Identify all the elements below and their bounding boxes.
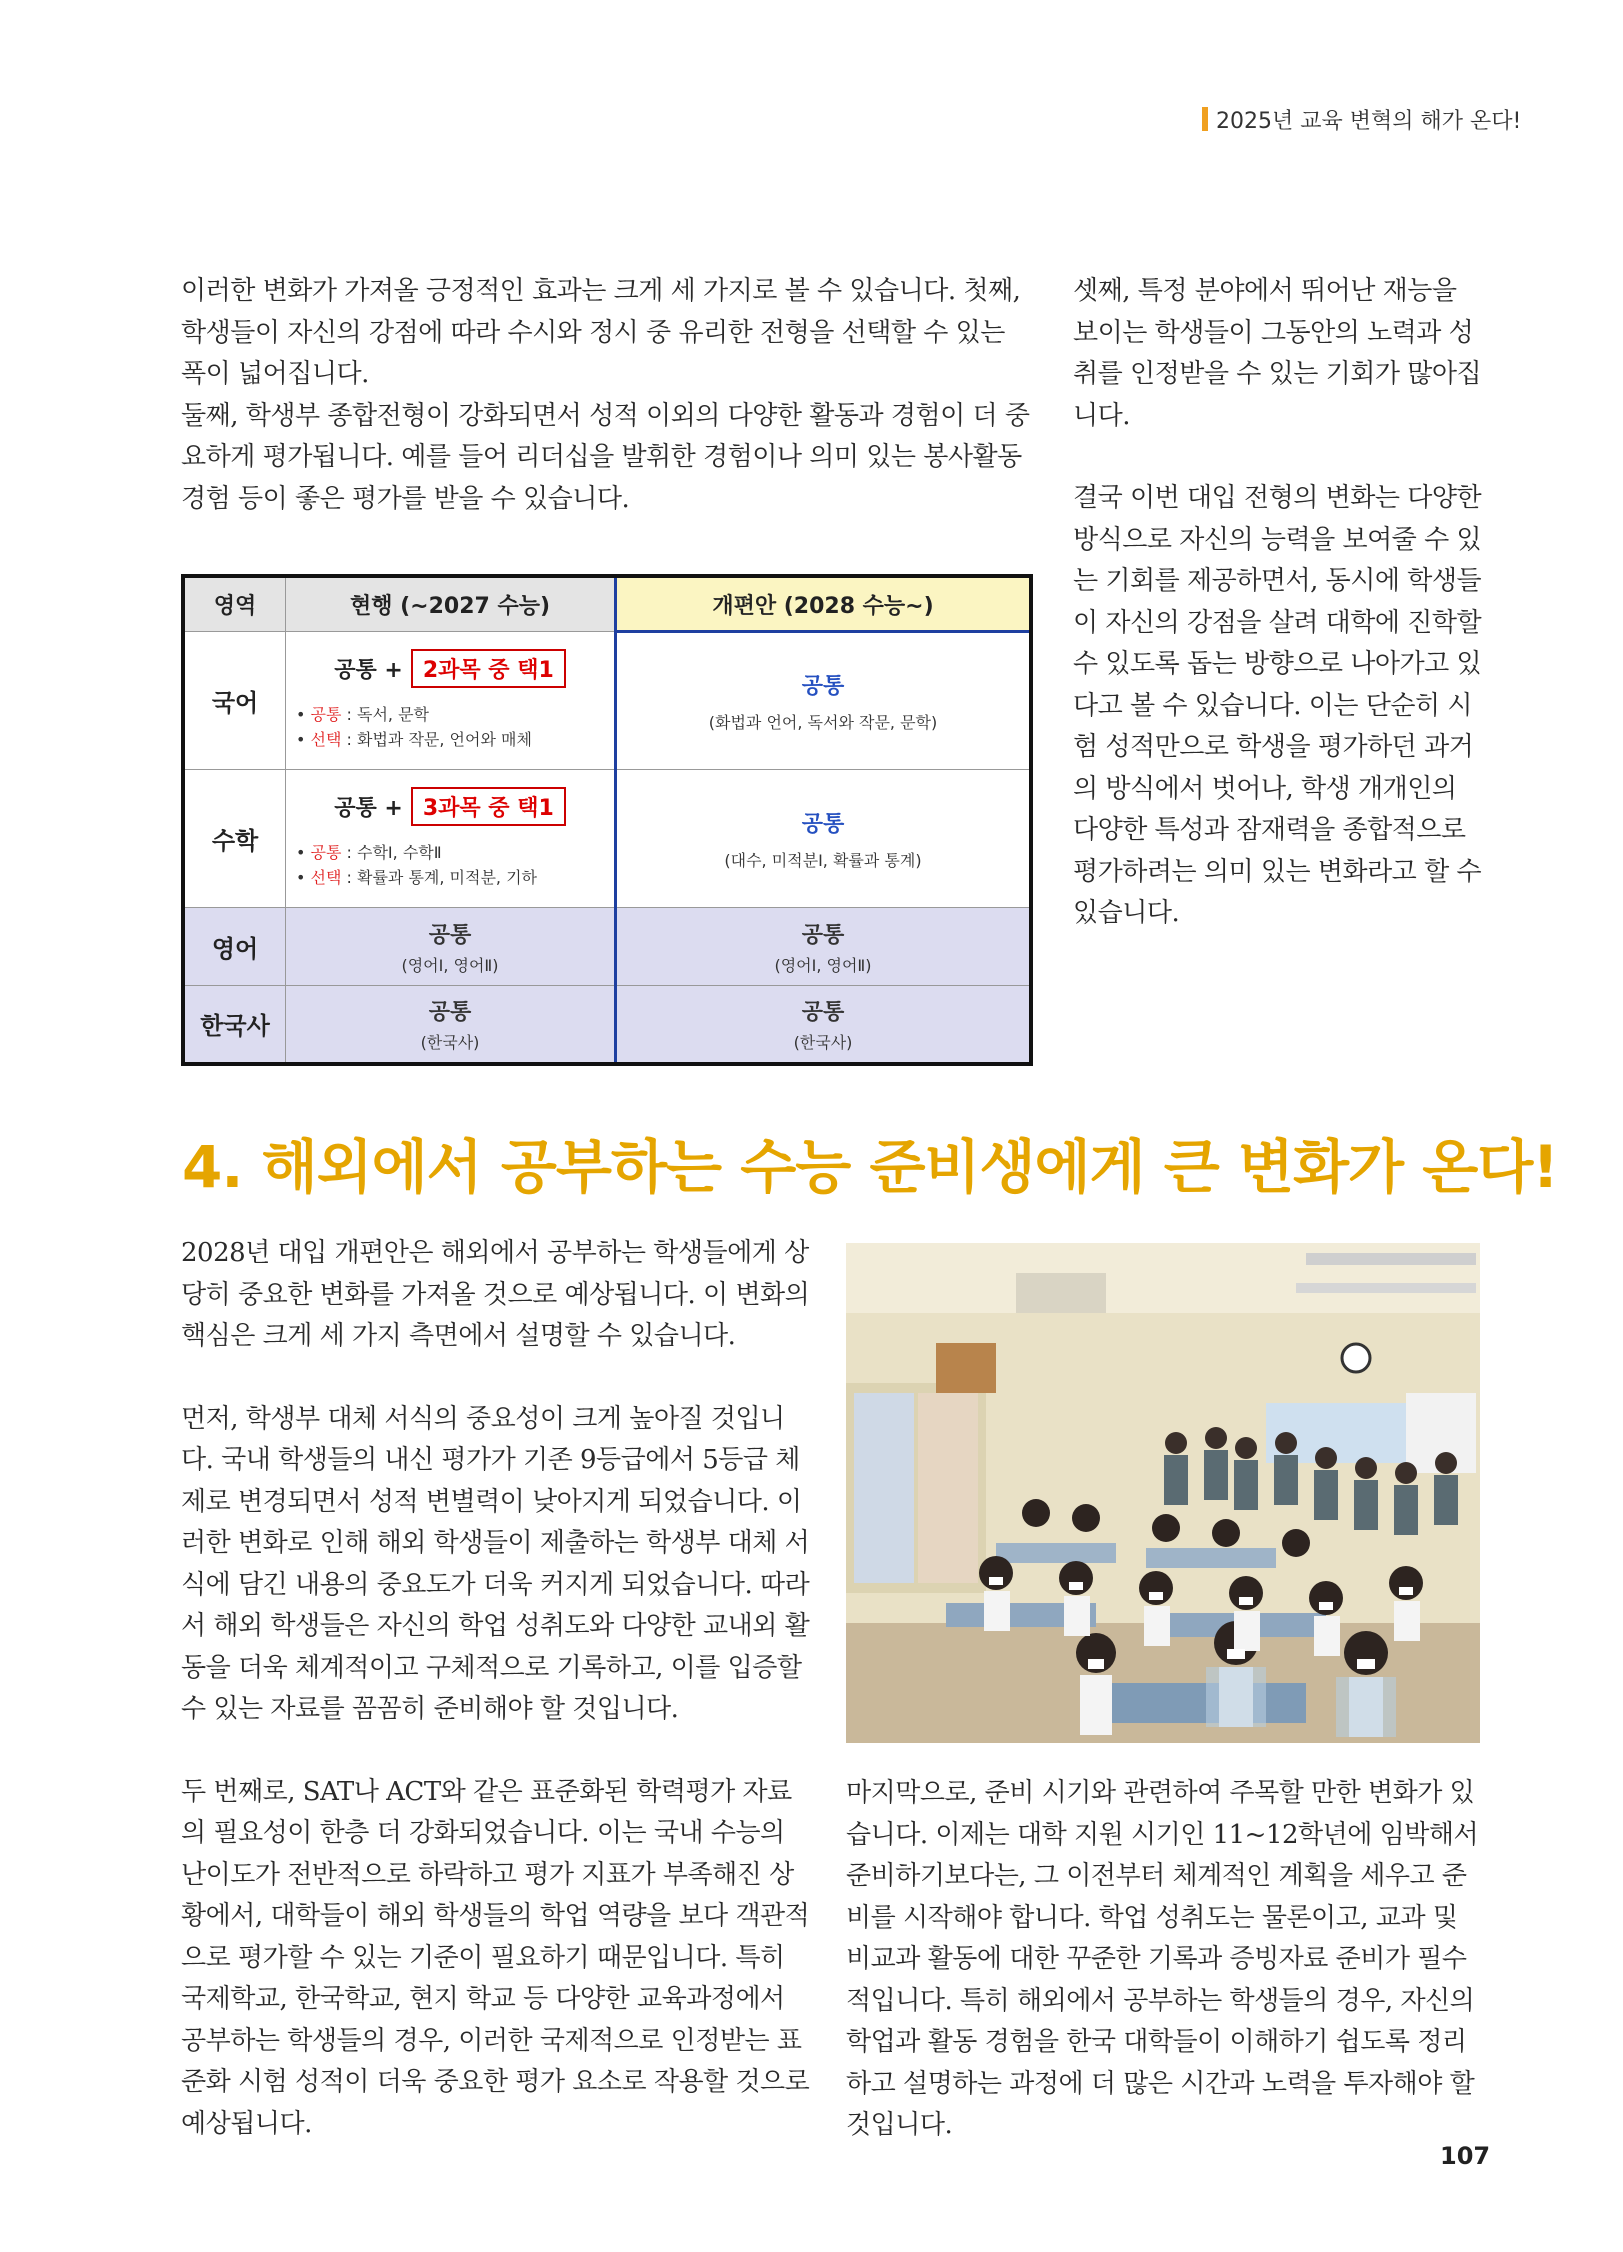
header-accent-bar [1202, 107, 1208, 131]
new-subtitle: (영어Ⅰ, 영어Ⅱ) [774, 955, 872, 975]
section4-left-text [181, 1233, 812, 2145]
paragraph: 2028년 대입 개편안은 해외에서 공부하는 학생들에게 상당히 중요한 변화를 가져올 것으로 예상됩니다. 이 변화의 핵심은 크게 세 가지 측면에서 설명할 수 있습니다. [181, 1238, 810, 1351]
current-title: 공통 [428, 999, 472, 1025]
new-subtitle: (대수, 미적분Ⅰ, 확률과 통계) [724, 850, 922, 870]
current-title: 공통 [428, 922, 472, 948]
bullet-item: • 선택 : 확률과 통계, 미적분, 기하 [296, 868, 538, 887]
classroom-photo [846, 1243, 1480, 1743]
subject-bullets [296, 702, 614, 752]
paragraph: 결국 이번 대입 전형의 변화는 다양한 방식으로 자신의 능력을 보여줄 수 있는 기회를 제공하면서, 동시에 학생들이 자신의 강점을 살려 대학에 진학할 수 있도록 돕는 방향으로 나아가고 있다고 볼 수 있습니다. 이는 단순히 시험 성적만으로 학생을 평가하던 과거의 방식에서 벗어나, 학생 개개인의 다양한 특성과 잠재력을 종합적으로 평가하려는 의미 있는 변화라고 할 수 있습니다. [1073, 483, 1482, 928]
common-label: 공통 + [334, 796, 403, 821]
top-left-text [181, 271, 1033, 520]
area-cell: 한국사 [183, 986, 286, 1064]
current-cell [286, 632, 616, 770]
header-current: 현행 (~2027 수능) [286, 576, 616, 632]
current-subtitle: (한국사) [420, 1032, 480, 1052]
choice-box: 3과목 중 택1 [411, 787, 566, 826]
running-title: 2025년 교육 변혁의 해가 온다! [1216, 109, 1522, 134]
header-area: 영역 [183, 576, 286, 632]
table-header-row [183, 576, 1031, 632]
area-cell: 수학 [183, 770, 286, 908]
paragraph: 두 번째로, SAT나 ACT와 같은 표준화된 학력평가 자료의 필요성이 한층 더 강화되었습니다. 이는 국내 수능의 난이도가 전반적으로 하락하고 평가 지표가 부족해진 상황에서, 대학들이 해외 학생들의 학업 역량을 보다 객관적으로 평가할 수 있는 기준이 필요하기 때문입니다. 특히 국제학교, 한국학교, 현지 학교 등 다양한 교육과정에서 공부하는 학생들의 경우, 이러한 국제적으로 인정받는 표준화 시험 성적이 더욱 중요한 평가 요소로 작용할 것으로 예상됩니다. [181, 1776, 810, 2139]
new-title: 공통 [801, 922, 845, 948]
new-cell [616, 632, 1032, 770]
exam-comparison-table [181, 574, 1033, 1066]
bullet-tag: 공통 [310, 705, 342, 724]
paragraph: 먼저, 학생부 대체 서식의 중요성이 크게 높아질 것입니다. 국내 학생들의 내신 평가가 기존 9등급에서 5등급 체제로 변경되면서 성적 변별력이 낮아지게 되었습니다. 이러한 변화로 인해 해외 학생들이 제출하는 학생부 대체 서식에 담긴 내용의 중요도가 더욱 커지게 되었습니다. 따라서 해외 학생들은 자신의 학업 성취도와 다양한 교내외 활동을 더욱 체계적이고 구체적으로 기록하고, 이를 입증할 수 있는 자료를 꼼꼼히 준비해야 할 것입니다. [181, 1403, 810, 1724]
area-cell: 국어 [183, 632, 286, 770]
bullet-text: : 확률과 통계, 미적분, 기하 [341, 868, 538, 887]
bullet-text: : 수학Ⅰ, 수학Ⅱ [341, 843, 442, 862]
current-cell [286, 770, 616, 908]
area-cell: 영어 [183, 908, 286, 986]
table-row [183, 986, 1031, 1064]
bullet-item: • 공통 : 독서, 문학 [296, 705, 430, 724]
current-common-line [286, 649, 614, 688]
bullet-tag: 공통 [310, 843, 342, 862]
choice-box: 2과목 중 택1 [411, 649, 566, 688]
paragraph: 둘째, 학생부 종합전형이 강화되면서 성적 이외의 다양한 활동과 경험이 더 중요하게 평가됩니다. 예를 들어 리더십을 발휘한 경험이나 의미 있는 봉사활동 경험 등이 좋은 평가를 받을 수 있습니다. [181, 400, 1030, 514]
current-cell [286, 908, 616, 986]
table-row [183, 908, 1031, 986]
header-new: 개편안 (2028 수능~) [616, 576, 1032, 632]
paragraph: 마지막으로, 준비 시기와 관련하여 주목할 만한 변화가 있습니다. 이제는 대학 지원 시기인 11~12학년에 임박해서 준비하기보다는, 그 이전부터 체계적인 계획을 세우고 준비를 시작해야 합니다. 학업 성취도는 물론이고, 교과 및 비교과 활동에 대한 꾸준한 기록과 증빙자료 준비가 필수적입니다. 특히 해외에서 공부하는 학생들의 경우, 자신의 학업과 활동 경험을 한국 대학들이 이해하기 쉽도록 정리하고 설명하는 과정에 더 많은 시간과 노력을 투자해야 할 것입니다. [846, 1778, 1479, 2140]
current-common-line [286, 787, 614, 826]
paragraph: 이러한 변화가 가져올 긍정적인 효과는 크게 세 가지로 볼 수 있습니다. 첫째, 학생들이 자신의 강점에 따라 수시와 정시 중 유리한 전형을 선택할 수 있는 폭이 넓어집니다. [181, 276, 1021, 389]
bullet-item: • 선택 : 화법과 작문, 언어와 매체 [296, 730, 532, 749]
bullet-text: : 화법과 작문, 언어와 매체 [341, 730, 532, 749]
bullet-tag: 선택 [310, 868, 342, 887]
bullet-item: • 공통 : 수학Ⅰ, 수학Ⅱ [296, 843, 442, 862]
new-subtitle: (화법과 언어, 독서와 작문, 문학) [708, 713, 938, 732]
table-row [183, 770, 1031, 908]
current-subtitle: (영어Ⅰ, 영어Ⅱ) [401, 955, 499, 975]
new-cell [616, 908, 1032, 986]
new-cell [616, 770, 1032, 908]
bullet-tag: 선택 [310, 730, 342, 749]
new-cell [616, 986, 1032, 1064]
subject-bullets [296, 840, 614, 890]
section-heading: 4. 해외에서 공부하는 수능 준비생에게 큰 변화가 온다! [182, 1133, 1558, 1201]
paragraph: 셋째, 특정 분야에서 뛰어난 재능을 보이는 학생들이 그동안의 노력과 성취를 인정받을 수 있는 기회가 많아집니다. [1073, 276, 1482, 431]
new-title: 공통 [801, 674, 845, 699]
new-subtitle: (한국사) [793, 1032, 853, 1052]
top-right-text [1073, 271, 1483, 935]
current-cell [286, 986, 616, 1064]
table-row [183, 632, 1031, 770]
bullet-text: : 독서, 문학 [341, 705, 430, 724]
page-number: 107 [1440, 2142, 1491, 2170]
section4-right-text [846, 1773, 1480, 2147]
new-title: 공통 [801, 999, 845, 1025]
common-label: 공통 + [334, 658, 403, 683]
new-title: 공통 [801, 811, 845, 837]
